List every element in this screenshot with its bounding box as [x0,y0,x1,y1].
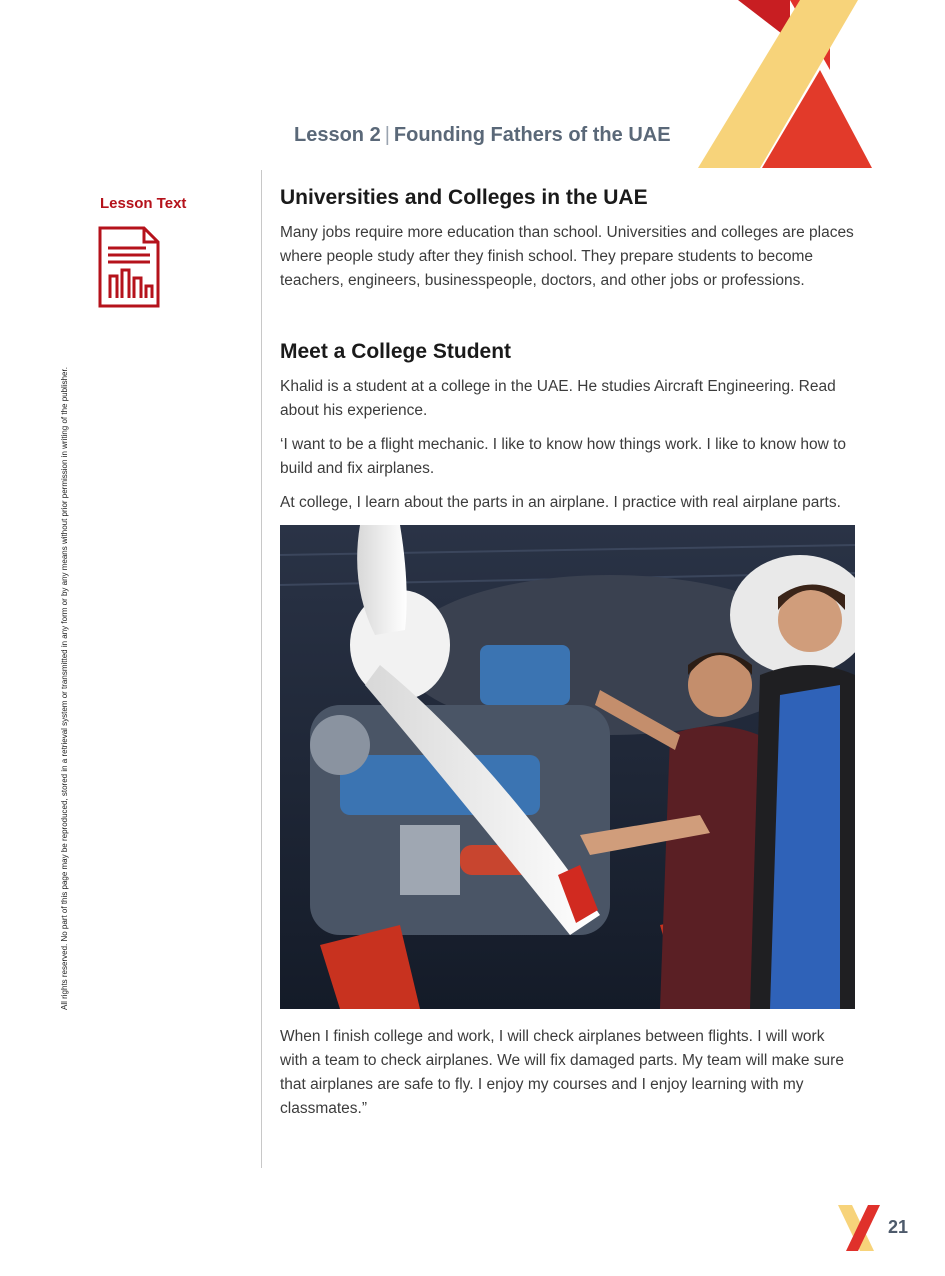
lesson-title: Founding Fathers of the UAE [393,124,671,146]
page-logo-icon [838,1205,882,1251]
document-chart-icon [98,226,160,308]
paragraph-quote-3: When I finish college and work, I will check airplanes between flights. I will work with a team to check airplanes. We will fix damaged parts. My team will make sure that airplanes are safe to fly. I enjoy my courses and I enjoy learning with my classmates.” [280,1028,844,1117]
sidebar-label: Lesson Text [100,195,187,212]
corner-decoration [690,0,880,168]
paragraph-quote-2: At college, I learn about the parts in an airplane. I practice with real airplane parts. [280,494,841,511]
lesson-header [294,124,671,147]
page-number: 21 [888,1217,909,1237]
section-heading-universities: Universities and Colleges in the UAE [280,186,648,209]
vertical-divider [261,170,262,1168]
copyright-notice: All rights reserved. No part of this page may be reproduced, stored in a retrieval system or transmitted in any form or by any means without prior permission in writing of the publisher. [60,367,69,1010]
main-content [280,183,855,1131]
header-separator: | [384,124,390,146]
lesson-number: Lesson 2 [294,124,381,146]
paragraph-quote-1: ‘I want to be a flight mechanic. I like to know how things work. I like to know how to build and fix airplanes. [280,436,847,477]
page-footer [838,1205,918,1251]
mechanics-photo [280,525,855,1009]
section-heading-student: Meet a College Student [280,340,512,363]
paragraph-universities: Many jobs require more education than school. Universities and colleges are places where people study after they finish school. They prepare students to become teachers, engineers, businesspeople, doctors, and other jobs or professions. [280,224,854,289]
paragraph-intro: Khalid is a student at a college in the UAE. He studies Aircraft Engineering. Read about his experience. [280,378,836,419]
